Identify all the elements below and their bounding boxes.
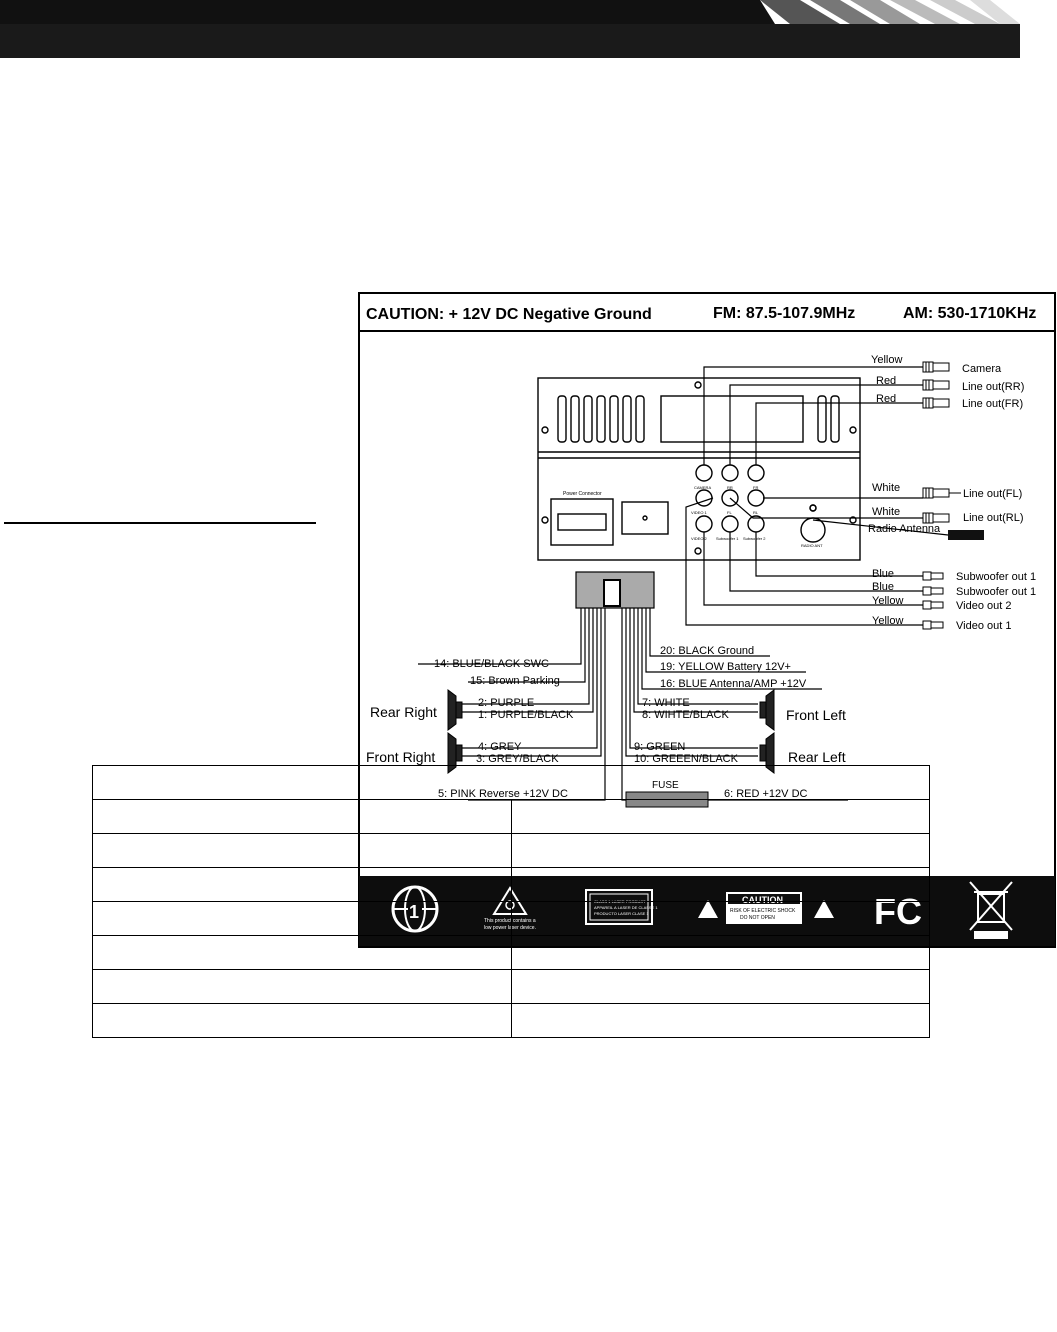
- speaker-rear-left: Rear Left: [788, 749, 846, 765]
- radio-antenna-label: Radio Antenna: [868, 523, 941, 535]
- wire-label-left: 14: BLUE/BLACK SWC: [434, 658, 549, 670]
- rca-function-label: Subwoofer out 1: [956, 571, 1037, 583]
- table-cell: [93, 902, 512, 936]
- rca-plug: [923, 398, 949, 408]
- rca-plug: [923, 572, 943, 580]
- wire-label-right: 7: WHITE: [642, 697, 690, 709]
- table-row: [93, 834, 930, 868]
- fcc-logo: FC: [874, 891, 922, 932]
- rca-color-label: Yellow: [872, 615, 904, 627]
- fm-range: FM: 87.5-107.9MHz: [713, 305, 856, 322]
- rca-function-label: Line out(RR): [962, 381, 1025, 393]
- rca-color-label: Yellow: [872, 595, 904, 607]
- rca-plug: [923, 362, 949, 372]
- rca-function-label: Line out(FR): [962, 398, 1024, 410]
- table-cell: [511, 902, 930, 936]
- table-cell: [511, 1004, 930, 1038]
- speaker-front-left: Front Left: [786, 707, 846, 723]
- rca-color-label: White: [872, 482, 901, 494]
- wire-label-right: 16: BLUE Antenna/AMP +12V: [660, 678, 807, 690]
- table-cell: [511, 800, 930, 834]
- wire-label-right: 6: RED +12V DC: [724, 788, 808, 800]
- table-row: [93, 868, 930, 902]
- table-cell: [93, 1004, 512, 1038]
- laser-note: low power laser device.: [484, 925, 536, 931]
- label-fr: FR: [753, 485, 759, 490]
- rca-color-label: Blue: [872, 581, 895, 593]
- rca-function-label: Camera: [962, 363, 1002, 375]
- rca-color-label: Red: [876, 375, 897, 387]
- table-row: [93, 970, 930, 1004]
- wire-label-right: 9: GREEN: [634, 741, 686, 753]
- rca-plug: [923, 513, 949, 523]
- rca-function-label: Line out(FL): [963, 488, 1023, 500]
- header-banner-top: [0, 0, 775, 24]
- table-cell: [511, 970, 930, 1004]
- label-power-connector: Power Connector: [563, 491, 602, 497]
- table-title-row: [93, 766, 930, 800]
- table-cell: [93, 834, 512, 868]
- section-rule: [4, 522, 316, 524]
- label-video1: VIDEO 1: [691, 510, 707, 515]
- label-radio-ant: RADIO ANT: [801, 543, 823, 548]
- table-cell: [511, 868, 930, 902]
- laser-label-line: APPAREIL A LASER DE CLASSE 1: [594, 905, 658, 910]
- wire-label-left: 1: PURPLE/BLACK: [478, 709, 574, 721]
- wire-label-left: 15: Brown Parking: [470, 675, 560, 687]
- fuse-label: FUSE: [652, 780, 679, 791]
- am-range: AM: 530-1710KHz: [903, 305, 1037, 322]
- table-title-cell: [93, 766, 930, 800]
- label-fl: FL: [727, 510, 732, 515]
- rca-function-label: Video out 1: [956, 620, 1012, 632]
- wire-label-right: 19: YELLOW Battery 12V+: [660, 661, 791, 673]
- wire-label-right: 10: GREEEN/BLACK: [634, 753, 738, 765]
- rca-plug: [923, 601, 943, 609]
- label-rl: RL: [753, 510, 759, 515]
- rca-function-label: Video out 2: [956, 600, 1012, 612]
- rca-function-label: Subwoofer out 1: [956, 586, 1037, 598]
- label-rr: RR: [727, 485, 733, 490]
- table-cell: [93, 936, 512, 970]
- header-banner: [0, 0, 1057, 62]
- rca-function-label: Line out(RL): [963, 512, 1024, 524]
- rca-plug: [923, 621, 943, 629]
- caution-heading: CAUTION: + 12V DC Negative Ground: [366, 306, 652, 323]
- wire-label-left: 5: PINK Reverse +12V DC: [438, 788, 568, 800]
- shock-text: DO NOT OPEN: [740, 915, 775, 921]
- laser-label-line: CLASS 1 LASER PRODUCT: [594, 899, 646, 904]
- table-cell: [93, 800, 512, 834]
- wire-label-left: 3: GREY/BLACK: [476, 753, 559, 765]
- harness-latch: [604, 580, 620, 606]
- laser-note: This product contains a: [484, 918, 536, 924]
- rca-color-label: Blue: [872, 568, 895, 580]
- wire-label-right: 20: BLACK Ground: [660, 645, 755, 657]
- speaker-front-right: Front Right: [366, 749, 436, 765]
- rca-plug: [923, 488, 949, 498]
- table-cell: [93, 970, 512, 1004]
- table-row: [93, 1004, 930, 1038]
- rca-plug: [923, 380, 949, 390]
- rca-color-label: White: [872, 506, 901, 518]
- rca-plug: [923, 587, 943, 595]
- wire-label-left: 2: PURPLE: [478, 697, 535, 709]
- table-row: [93, 800, 930, 834]
- table-row: [93, 902, 930, 936]
- label-sub2: Subwoofer 2: [743, 536, 766, 541]
- label-camera: CAMERA: [694, 485, 712, 490]
- header-bar: [0, 24, 1020, 58]
- table-cell: [511, 834, 930, 868]
- region-number: 1: [409, 902, 420, 922]
- wire-label-right: 8: WIHTE/BLACK: [642, 709, 729, 721]
- rca-color-label: Red: [876, 393, 897, 405]
- label-sub1: Subwoofer 1: [716, 536, 739, 541]
- laser-label-line: PRODUCTO LASER CLASE 1: [594, 911, 649, 916]
- label-video2: VIDEO 2: [691, 536, 707, 541]
- wire-label-left: 4: GREY: [478, 741, 522, 753]
- caution-badge: CAUTION: [742, 895, 783, 905]
- table-cell: [511, 936, 930, 970]
- speaker-rear-right: Rear Right: [370, 704, 437, 720]
- table-cell: [93, 868, 512, 902]
- spec-table: [92, 765, 930, 1038]
- shock-text: RISK OF ELECTRIC SHOCK: [730, 908, 796, 914]
- antenna-plug: [948, 530, 984, 540]
- rca-color-label: Yellow: [871, 354, 903, 366]
- table-row: [93, 936, 930, 970]
